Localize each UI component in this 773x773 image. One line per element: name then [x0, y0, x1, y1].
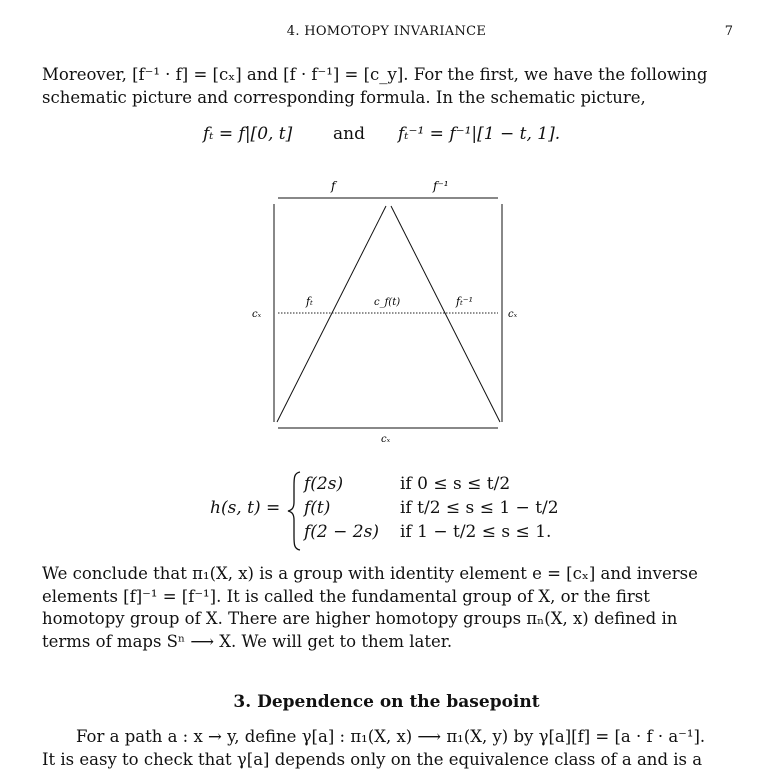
and-word: and — [333, 124, 365, 144]
text-line: For a path a : x → y, define γ[a] : π₁(X, x) ⟶ π₁(X, y) by γ[a][f] = [a · f · a⁻¹]. — [76, 727, 706, 746]
text-line: It is easy to check that γ[a] depends only on the equivalence class of a and is a — [42, 749, 703, 769]
label-mid-left: fₜ — [306, 295, 313, 308]
equation-ft-inverse: fₜ⁻¹ = f⁻¹|[1 − t, 1]. — [398, 124, 561, 144]
case-value: f(2 − 2s) — [304, 522, 379, 542]
case-condition: if 1 − t/2 ≤ s ≤ 1. — [400, 522, 552, 542]
text-line: elements [f]⁻¹ = [f⁻¹]. It is called the fundamental group of X, or the first — [42, 586, 650, 606]
case-condition: if 0 ≤ s ≤ t/2 — [400, 474, 511, 494]
case-condition: if t/2 ≤ s ≤ 1 − t/2 — [400, 498, 559, 518]
right-diagonal — [391, 206, 500, 422]
homotopy-schematic-diagram — [240, 170, 530, 450]
label-mid-center: c_f(t) — [374, 297, 401, 308]
text-line: Moreover, [f⁻¹ · f] = [cₓ] and [f · f⁻¹] = [c_y]. For the first, we have the following — [42, 65, 708, 84]
paragraph-conclusion — [42, 563, 734, 653]
display-connector — [333, 124, 365, 144]
text-line: schematic picture and corresponding formula. In the schematic picture, — [42, 87, 646, 107]
display-equation-left — [203, 124, 292, 144]
lhs-text: h(s, t) = — [210, 498, 281, 518]
label-mid-right: fₜ⁻¹ — [456, 295, 473, 308]
case-value: f(t) — [304, 498, 331, 518]
text-line: homotopy group of X. There are higher homotopy groups πₙ(X, x) defined in — [42, 609, 678, 628]
formula-lhs — [210, 498, 280, 518]
label-top-left: f — [331, 179, 336, 193]
label-bottom: cₓ — [381, 434, 391, 445]
display-equation-right — [398, 124, 560, 144]
equation-ft: fₜ = f|[0, t] — [203, 124, 293, 144]
cases-conditions — [400, 472, 559, 544]
label-side-right: cₓ — [508, 309, 518, 320]
running-header: 4. HOMOTOPY INVARIANCE — [286, 24, 487, 39]
paragraph-basepoint — [42, 726, 734, 771]
left-diagonal — [277, 206, 386, 422]
label-top-right: f⁻¹ — [433, 179, 449, 193]
left-brace — [286, 470, 306, 552]
case-value: f(2s) — [304, 474, 344, 494]
section-heading: 3. Dependence on the basepoint — [233, 692, 540, 712]
cases-values — [304, 472, 379, 544]
paragraph-intro — [42, 64, 734, 109]
text-line: We conclude that π₁(X, x) is a group with identity element e = [cₓ] and inverse — [42, 564, 698, 583]
label-side-left: cₓ — [252, 309, 262, 320]
page-number: 7 — [724, 24, 733, 39]
text-line: terms of maps Sⁿ ⟶ X. We will get to them later. — [42, 631, 453, 651]
